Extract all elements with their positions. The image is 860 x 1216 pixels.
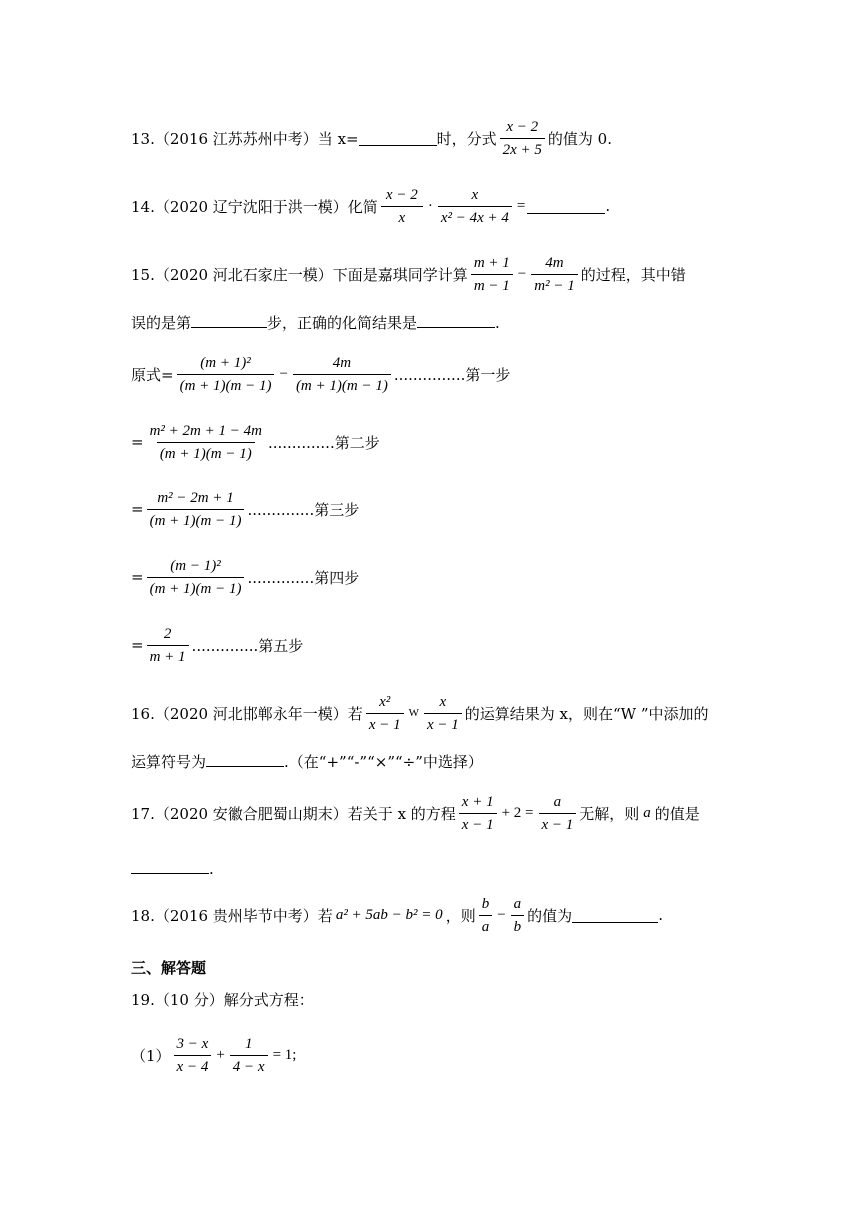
q13-middle: 时，分式 <box>436 129 497 148</box>
q16-line2-a: 运算符号为 <box>131 753 207 771</box>
q18-frac1-den: a <box>479 915 493 936</box>
q16-line2-b: .（在“+”“-”“×”“÷”中选择） <box>284 753 483 771</box>
q14-frac1-num: x − 2 <box>385 186 418 203</box>
q18-prefix: 18.（2016 贵州毕节中考）若 <box>131 906 333 925</box>
q19-frac2-num: 1 <box>244 1035 253 1052</box>
step5-eq: = <box>131 636 144 654</box>
section-3-heading: 三、解答题 <box>131 959 207 977</box>
q18-suffix: 的值为 <box>527 906 573 925</box>
q14-answer-blank[interactable] <box>527 199 605 214</box>
q13-frac-den: 2x + 5 <box>500 138 545 159</box>
q18-end: . <box>658 906 663 924</box>
q16-frac1-den: x − 1 <box>366 713 404 734</box>
q13-answer-blank[interactable] <box>359 131 437 146</box>
question-16 <box>131 683 709 743</box>
q15-frac2-num: 4m <box>545 254 564 271</box>
q15-suffix: 的过程，其中错 <box>580 265 686 284</box>
q15-step-4 <box>131 547 359 607</box>
q19-equals: = 1; <box>272 1046 297 1063</box>
q18-mid: ，则 <box>445 906 476 925</box>
q17-frac1-den: x − 1 <box>459 813 497 834</box>
step1-label: 原式= <box>131 365 174 384</box>
step1-tail: ...............第一步 <box>393 365 511 384</box>
question-18 <box>131 885 663 945</box>
q17-answer-blank[interactable] <box>131 859 209 874</box>
step3-num: m² − 2m + 1 <box>157 489 234 506</box>
step4-den: (m + 1)(m − 1) <box>147 577 245 598</box>
q17-var-a: a <box>643 804 651 821</box>
q18-answer-blank[interactable] <box>572 908 658 923</box>
q18-fraction-2 <box>511 895 525 936</box>
q19-frac1-num: 3 − x <box>176 1035 209 1052</box>
q15-line2-c: . <box>495 314 500 332</box>
q16-fraction-2 <box>424 693 462 734</box>
step3-den: (m + 1)(m − 1) <box>147 509 245 530</box>
question-16-line-2 <box>131 752 483 772</box>
q13-fraction <box>500 118 545 159</box>
q15-fraction-2 <box>531 254 577 295</box>
q19-fraction-1 <box>174 1035 212 1076</box>
q15-result-blank[interactable] <box>417 313 495 328</box>
question-14 <box>131 176 610 236</box>
q18-frac1-num: b <box>481 895 490 912</box>
q17-frac2-num: a <box>553 793 562 810</box>
q19-frac2-den: 4 − x <box>230 1055 268 1076</box>
q14-fraction-2 <box>438 186 512 227</box>
step1-f2-num: 4m <box>332 354 352 371</box>
q17-fraction-2 <box>539 793 577 834</box>
q15-frac1-num: m + 1 <box>473 254 510 271</box>
q17-prefix: 17.（2020 安徽合肥蜀山期末）若关于 x 的方程 <box>131 804 456 823</box>
q16-frac1-num: x² <box>379 693 391 710</box>
step1-f1-den: (m + 1)(m − 1) <box>177 374 275 395</box>
q18-frac2-num: a <box>513 895 522 912</box>
step1-minus: − <box>279 365 288 382</box>
question-13 <box>131 108 612 168</box>
q17-line2-end: . <box>209 860 214 878</box>
question-19-part-1 <box>131 1025 298 1085</box>
q15-step-blank[interactable] <box>191 313 267 328</box>
step5-tail: ..............第五步 <box>191 636 304 655</box>
q14-dot: · <box>427 197 433 214</box>
step4-num: (m − 1)² <box>170 557 221 574</box>
question-19-title: 19.（10 分）解分式方程： <box>131 991 314 1009</box>
q16-w-symbol: W <box>408 707 419 719</box>
q19-fraction-2 <box>230 1035 268 1076</box>
q15-line2-b: 步，正确的化简结果是 <box>267 314 418 332</box>
q14-prefix: 14.（2020 辽宁沈阳于洪一模）化简 <box>131 197 378 216</box>
q15-step-3 <box>131 479 359 539</box>
step4-eq: = <box>131 568 144 586</box>
step2-tail: ..............第二步 <box>267 433 380 452</box>
step5-den: m + 1 <box>147 645 189 666</box>
question-17-line-2 <box>131 859 214 879</box>
q15-frac1-den: m − 1 <box>471 274 513 295</box>
q15-step-1 <box>131 344 510 404</box>
q14-suffix: . <box>605 197 611 215</box>
step1-fraction-2 <box>293 354 391 395</box>
q17-suffix-a: 无解，则 <box>579 804 640 823</box>
step3-eq: = <box>131 500 144 518</box>
q18-frac2-den: b <box>511 915 525 936</box>
q17-fraction-1 <box>459 793 497 834</box>
q14-equals: = <box>516 197 526 214</box>
q15-fraction-1 <box>471 254 513 295</box>
q17-frac1-num: x + 1 <box>461 793 494 810</box>
q15-frac2-den: m² − 1 <box>531 274 577 295</box>
q14-frac1-den: x <box>381 206 423 227</box>
q15-step-2 <box>131 412 380 472</box>
q15-line2-a: 误的是第 <box>131 314 192 332</box>
step5-fraction <box>147 625 189 666</box>
q17-frac2-den: x − 1 <box>539 813 577 834</box>
step3-fraction <box>147 489 245 530</box>
q13-frac-num: x − 2 <box>506 118 539 135</box>
q18-minus: − <box>497 906 506 923</box>
step2-fraction <box>147 422 265 463</box>
step5-num: 2 <box>163 625 172 642</box>
q15-minus: − <box>517 265 527 282</box>
q13-prefix: 13.（2016 江苏苏州中考）当 x= <box>131 129 359 148</box>
q17-suffix-b: 的值是 <box>654 804 700 823</box>
step4-fraction <box>147 557 245 598</box>
step3-tail: ..............第三步 <box>247 500 360 519</box>
q15-step-5 <box>131 615 303 675</box>
q16-fraction-1 <box>366 693 404 734</box>
q13-suffix: 的值为 0. <box>547 129 612 148</box>
q17-mid: + 2 = <box>501 804 534 821</box>
q16-suffix: 的运算结果为 x，则在“W ”中添加的 <box>464 704 709 723</box>
q18-fraction-1 <box>479 895 493 936</box>
q18-equation: a² + 5ab − b² = 0 <box>335 906 443 923</box>
q15-prefix: 15.（2020 河北石家庄一模）下面是嘉琪同学计算 <box>131 265 468 284</box>
q16-answer-blank[interactable] <box>206 752 284 767</box>
question-17 <box>131 783 700 843</box>
q14-frac2-num: x <box>471 186 479 203</box>
q16-frac2-den: x − 1 <box>424 713 462 734</box>
question-15-line-2 <box>131 313 500 333</box>
step1-fraction-1 <box>177 354 275 395</box>
q19-plus: + <box>216 1046 225 1063</box>
step1-f1-num: (m + 1)² <box>200 354 251 371</box>
question-15 <box>131 244 686 304</box>
q19-frac1-den: x − 4 <box>174 1055 212 1076</box>
step1-f2-den: (m + 1)(m − 1) <box>293 374 391 395</box>
q14-fraction-1 <box>381 186 423 227</box>
q16-prefix: 16.（2020 河北邯郸永年一模）若 <box>131 704 363 723</box>
step2-eq: = <box>131 433 144 451</box>
step4-tail: ..............第四步 <box>247 568 360 587</box>
q14-frac2-den: x² − 4x + 4 <box>438 206 512 227</box>
step2-num: m² + 2m + 1 − 4m <box>149 422 262 439</box>
step2-den: (m + 1)(m − 1) <box>157 442 255 463</box>
q19-part1-label: （1） <box>131 1046 171 1065</box>
q16-frac2-num: x <box>439 693 447 710</box>
